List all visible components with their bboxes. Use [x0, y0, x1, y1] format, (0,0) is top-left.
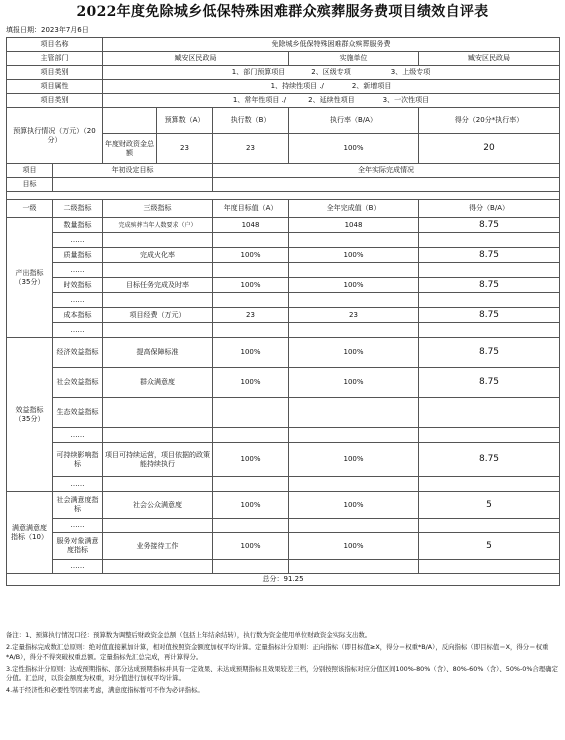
type-opt: 1、部门预算项目: [231, 68, 286, 76]
row-goal-header: [7, 164, 560, 178]
budget-score-value: 20: [419, 134, 560, 164]
table-row: [7, 263, 560, 278]
output-l2: 成本指标: [53, 308, 103, 323]
type-options: [103, 66, 560, 80]
output-score: 8.75: [419, 218, 560, 233]
table-row: [7, 519, 560, 533]
goal-project-label: 项目: [7, 164, 53, 178]
type-opt: 2、区级专项: [311, 68, 351, 76]
type-opt: 3、上级专项: [390, 68, 431, 76]
actual-header: 全年完成值（B）: [289, 200, 419, 218]
fill-date: 填报日期：2023年7月6日: [6, 26, 89, 34]
satisfaction-score: 5: [419, 492, 560, 519]
table-row: [7, 248, 560, 263]
row-project-type: [7, 66, 560, 80]
output-label: 产出指标（35分）: [7, 218, 53, 338]
output-l2: 数量指标: [53, 218, 103, 233]
table-row: [7, 533, 560, 560]
table-row: [7, 233, 560, 248]
notes: [6, 631, 559, 698]
table-row: [7, 477, 560, 492]
type-label: 项目类别: [7, 66, 103, 80]
effect-l2-social: 社会效益指标: [53, 368, 103, 398]
ellipsis-cell: ……: [53, 233, 103, 248]
output-score: 8.75: [419, 248, 560, 263]
attr-options: [103, 80, 560, 94]
budget-label: 预算执行情况（万元）（20分）: [7, 108, 103, 164]
annual-goal-value: [53, 178, 213, 192]
output-actual: 100%: [289, 248, 419, 263]
output-score: 8.75: [419, 308, 560, 323]
project-name-label: 项目名称: [7, 38, 103, 52]
ellipsis-cell: ……: [53, 560, 103, 574]
spacer-cell: [7, 192, 560, 200]
ellipsis-cell: ……: [53, 323, 103, 338]
row-department: [7, 52, 560, 66]
output-l2: 时效指标: [53, 278, 103, 293]
effect-l3: 群众满意度: [103, 368, 213, 398]
effect-l3: 提高保障标准: [103, 338, 213, 368]
effect-actual: 100%: [289, 443, 419, 477]
l2-header: 二级指标: [53, 200, 103, 218]
table-row: [7, 323, 560, 338]
annual-done-header: 全年实际完成情况: [213, 164, 560, 178]
category-label: 项目类别: [7, 94, 103, 108]
effect-target: 100%: [213, 338, 289, 368]
category-opt: 1、常年性项目 ./: [232, 96, 287, 104]
satisfaction-l2: 服务对象满意度指标: [53, 533, 103, 560]
table-row: [7, 428, 560, 443]
effect-target: 100%: [213, 368, 289, 398]
satisfaction-l3: 社会公众满意度: [103, 492, 213, 519]
annual-done-value: [213, 178, 560, 192]
row-project-name: [7, 38, 560, 52]
satisfaction-actual: 100%: [289, 533, 419, 560]
effect-target: 100%: [213, 443, 289, 477]
note-2: 2.定量指标完成数汇总原则：绝对值直接累加计算，相对值按照资金额度加权平均计算。定量指标计分原则：正向指标（即目标值≥X，得分＝权重*B/A），反向指标（即目标值＝X，得分＝权重*A/B），得分不得突破权重总额。定量指标先汇总完成，再计算得分。: [6, 643, 549, 661]
satisfaction-actual: 100%: [289, 492, 419, 519]
evaluation-table: [6, 37, 560, 586]
attr-label: 项目属性: [7, 80, 103, 94]
rate-value: 100%: [289, 134, 419, 164]
output-l2: 质量指标: [53, 248, 103, 263]
attr-opt: 1、持续性项目 ./: [270, 82, 324, 90]
output-score: 8.75: [419, 278, 560, 293]
note-1: 备注：1、预算执行情况口径：预算数为调整后财政资金总额（包括上年结余结转），执行数为资金使用单位财政资金实际支出数。: [6, 631, 372, 639]
satisfaction-label: 满意满意度指标（10）: [7, 492, 53, 574]
effect-l3: 项目可持续运营，项目依据的政策能持续执行: [103, 443, 213, 477]
table-row: [7, 338, 560, 353]
budget-score-header: 得分（20分*执行率）: [419, 108, 560, 134]
effect-actual: 100%: [289, 338, 419, 368]
impl-value: 臧安区民政局: [419, 52, 560, 66]
budget-empty-cell: [103, 108, 157, 134]
ellipsis-cell: ……: [53, 293, 103, 308]
effect-l2-sustain: 可持续影响指标: [53, 443, 103, 477]
table-row: [7, 398, 560, 413]
output-l3: 项目经费（万元）: [103, 308, 213, 323]
annual-goal-header: 年初设定目标: [53, 164, 213, 178]
budget-value: 23: [157, 134, 213, 164]
satisfaction-l3: 业务接待工作: [103, 533, 213, 560]
output-l3: 目标任务完成及时率: [103, 278, 213, 293]
project-name-value: 免除城乡低保特殊困难群众殡葬服务费: [103, 38, 560, 52]
table-row: [7, 492, 560, 519]
attr-opt: 2、新增项目: [351, 82, 392, 90]
satisfaction-score: 5: [419, 533, 560, 560]
total-score: 总分：91.25: [7, 574, 560, 586]
table-row: [7, 368, 560, 383]
effect-actual: 100%: [289, 368, 419, 398]
score-header: 得分（B/A）: [419, 200, 560, 218]
output-target: 23: [213, 308, 289, 323]
output-l3: 完成火化率: [103, 248, 213, 263]
category-options: [103, 94, 560, 108]
category-opt: 3、一次性项目: [382, 96, 430, 104]
effect-score: 8.75: [419, 443, 560, 477]
table-row: [7, 278, 560, 293]
effect-l2-econ: 经济效益指标: [53, 338, 103, 368]
goal-label: 目标: [7, 178, 53, 192]
row-project-attr: [7, 80, 560, 94]
output-actual: 100%: [289, 278, 419, 293]
ellipsis-cell: ……: [53, 428, 103, 443]
satisfaction-target: 100%: [213, 492, 289, 519]
output-target: 100%: [213, 278, 289, 293]
rate-header: 执行率（B/A）: [289, 108, 419, 134]
table-row: [7, 560, 560, 574]
row-budget-header: [7, 108, 560, 134]
exec-value: 23: [213, 134, 289, 164]
ellipsis-cell: ……: [53, 263, 103, 278]
category-opt: 2、延续性项目: [308, 96, 355, 104]
effect-l2-eco: 生态效益指标: [53, 398, 103, 428]
l1-header: 一级: [7, 200, 53, 218]
row-total: [7, 574, 560, 586]
row-goal: [7, 178, 560, 192]
page-title: 2022年度免除城乡低保特殊困难群众殡葬服务费项目绩效自评表: [76, 4, 489, 20]
table-row: [7, 218, 560, 233]
l3-header: 三级指标: [103, 200, 213, 218]
effect-label: 效益指标（35分）: [7, 338, 53, 492]
output-actual: 23: [289, 308, 419, 323]
budget-header: 预算数（A）: [157, 108, 213, 134]
output-target: 100%: [213, 248, 289, 263]
effect-score: 8.75: [419, 338, 560, 368]
dept-value: 臧安区民政局: [103, 52, 289, 66]
output-actual: 1048: [289, 218, 419, 233]
table-row: [7, 308, 560, 323]
impl-label: 实施单位: [289, 52, 419, 66]
row-spacer: [7, 192, 560, 200]
note-3: 3.定性指标计分原则：达成预期指标、部分达成预期指标并具有一定效果、未达成预期指标且效果较差三档，分别按照该指标对应分值区间100%-80%（含）、80%-60%（含）、50%-0%合理确定分值。汇总时，以资金额度为权重，对分值进行加权平均计算。: [6, 664, 558, 682]
evaluation-form: [6, 37, 559, 586]
target-header: 年度目标值（A）: [213, 200, 289, 218]
output-l3: 完成殡葬当年人数要求（户）: [103, 218, 213, 233]
row-project-category: [7, 94, 560, 108]
exec-header: 执行数（B）: [213, 108, 289, 134]
table-row: [7, 443, 560, 460]
satisfaction-l2: 社会满意度指标: [53, 492, 103, 519]
satisfaction-target: 100%: [213, 533, 289, 560]
ellipsis-cell: ……: [53, 519, 103, 533]
ellipsis-cell: ……: [53, 477, 103, 492]
note-4: 4.基于经济性和必要性等因素考虑，满意度指标暂可不作为必评指标。: [6, 686, 204, 694]
effect-score: 8.75: [419, 368, 560, 398]
fund-total-label: 年度财政资金总额: [103, 134, 157, 164]
table-row: [7, 293, 560, 308]
row-indicator-header: [7, 200, 560, 218]
dept-label: 主管部门: [7, 52, 103, 66]
output-target: 1048: [213, 218, 289, 233]
